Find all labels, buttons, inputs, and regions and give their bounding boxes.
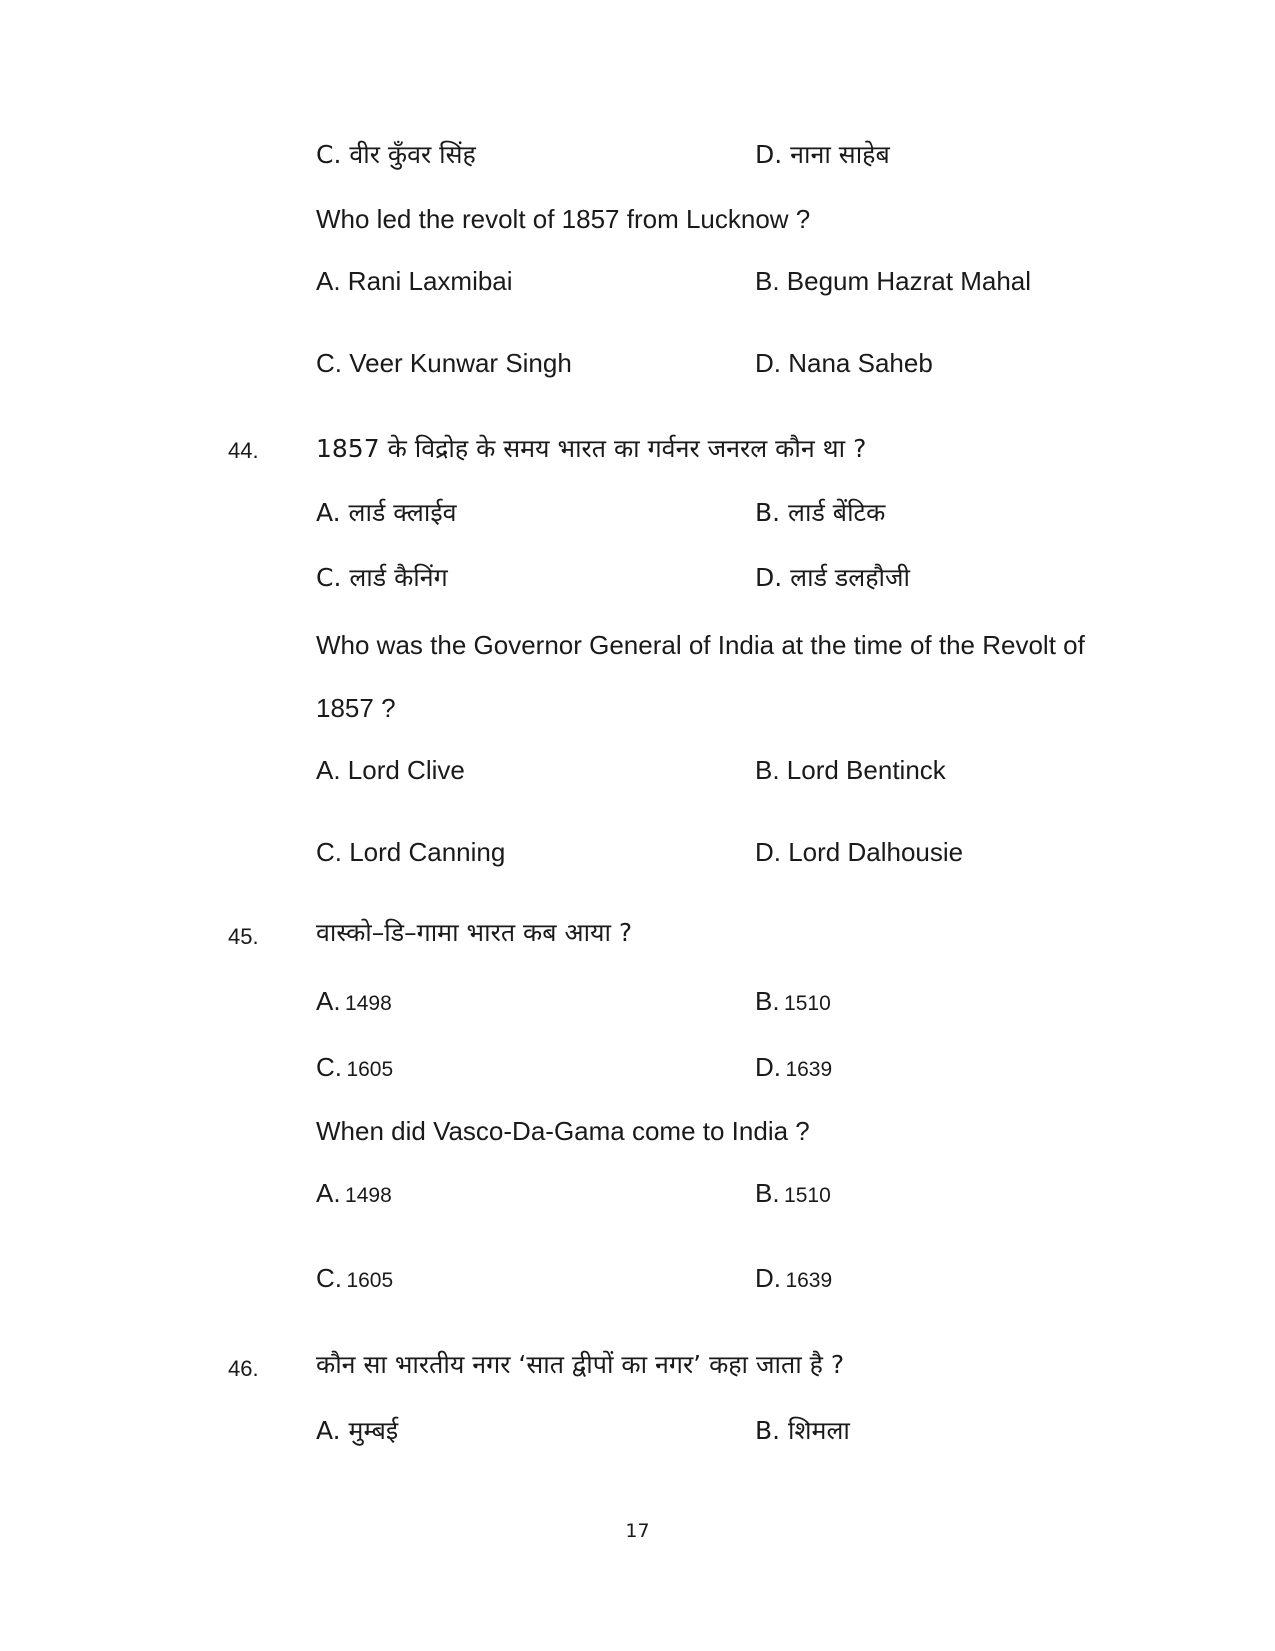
- page-number: 17: [625, 1520, 650, 1542]
- q44-en-option-a: A. Lord Clive: [316, 755, 465, 785]
- q44-hi-question: 1857 के विद्रोह के समय भारत का गर्वनर जनरल कौन था ?: [316, 434, 867, 463]
- q43-en-option-b: B. Begum Hazrat Mahal: [755, 266, 1032, 296]
- option-letter: D.: [755, 1263, 781, 1293]
- option-value: 1639: [785, 1058, 833, 1081]
- q44-en-option-d: D. Lord Dalhousie: [755, 837, 964, 867]
- q45-en-option-b: [755, 1180, 831, 1206]
- q44-hi-option-b: B. लार्ड बेंटिक: [755, 498, 886, 527]
- option-value: 1605: [346, 1058, 394, 1081]
- q45-en-option-a: [316, 1180, 392, 1206]
- q44-hi-option-c: C. लार्ड कैनिंग: [316, 563, 448, 592]
- q43-en-option-d: D. Nana Saheb: [755, 348, 933, 378]
- option-letter: C.: [316, 1052, 342, 1082]
- option-letter: B.: [755, 1178, 780, 1208]
- q44-en-question-line2: 1857 ?: [316, 693, 396, 723]
- q44-hi-option-a: A. लार्ड क्लाईव: [316, 498, 457, 527]
- q45-hi-option-d: [755, 1054, 832, 1080]
- q44-hi-option-d: D. लार्ड डलहौजी: [755, 563, 910, 592]
- option-value: 1510: [784, 1184, 831, 1207]
- option-letter: C.: [316, 1263, 342, 1293]
- q44-en-option-c: C. Lord Canning: [316, 837, 506, 867]
- q46-hi-option-a: A. मुम्बई: [316, 1416, 399, 1445]
- q45-hi-option-a: [316, 988, 392, 1014]
- q44-en-option-b: B. Lord Bentinck: [755, 755, 946, 785]
- q43-en-option-c: C. Veer Kunwar Singh: [316, 348, 572, 378]
- q43-en-question: Who led the revolt of 1857 from Lucknow ?: [316, 204, 811, 234]
- option-value: 1498: [345, 992, 392, 1015]
- q45-hi-option-b: [755, 988, 831, 1014]
- q46-hi-question: कौन सा भारतीय नगर ‘सात द्वीपों का नगर’ कहा जाता है ?: [316, 1350, 845, 1379]
- option-letter: B.: [755, 986, 780, 1016]
- q44-number: 44.: [228, 438, 259, 463]
- q46-number: 46.: [228, 1356, 259, 1381]
- option-letter: A.: [316, 986, 341, 1016]
- q43-hi-option-c: C. वीर कुँवर सिंह: [316, 140, 476, 169]
- option-letter: D.: [755, 1052, 781, 1082]
- q44-en-question-line1: Who was the Governor General of India at the time of the Revolt of: [316, 630, 1085, 660]
- option-value: 1510: [784, 992, 831, 1015]
- q45-en-option-d: [755, 1265, 832, 1291]
- q45-hi-option-c: [316, 1054, 393, 1080]
- q45-en-question: When did Vasco-Da-Gama come to India ?: [316, 1116, 810, 1146]
- option-letter: A.: [316, 1178, 341, 1208]
- q45-en-option-c: [316, 1265, 393, 1291]
- option-value: 1498: [345, 1184, 392, 1207]
- q45-number: 45.: [228, 924, 259, 949]
- q46-hi-option-b: B. शिमला: [755, 1416, 850, 1445]
- option-value: 1605: [346, 1269, 394, 1292]
- q43-hi-option-d: D. नाना साहेब: [755, 140, 890, 169]
- q45-hi-question: वास्को–डि–गामा भारत कब आया ?: [316, 918, 633, 947]
- option-value: 1639: [785, 1269, 833, 1292]
- q43-en-option-a: A. Rani Laxmibai: [316, 266, 513, 296]
